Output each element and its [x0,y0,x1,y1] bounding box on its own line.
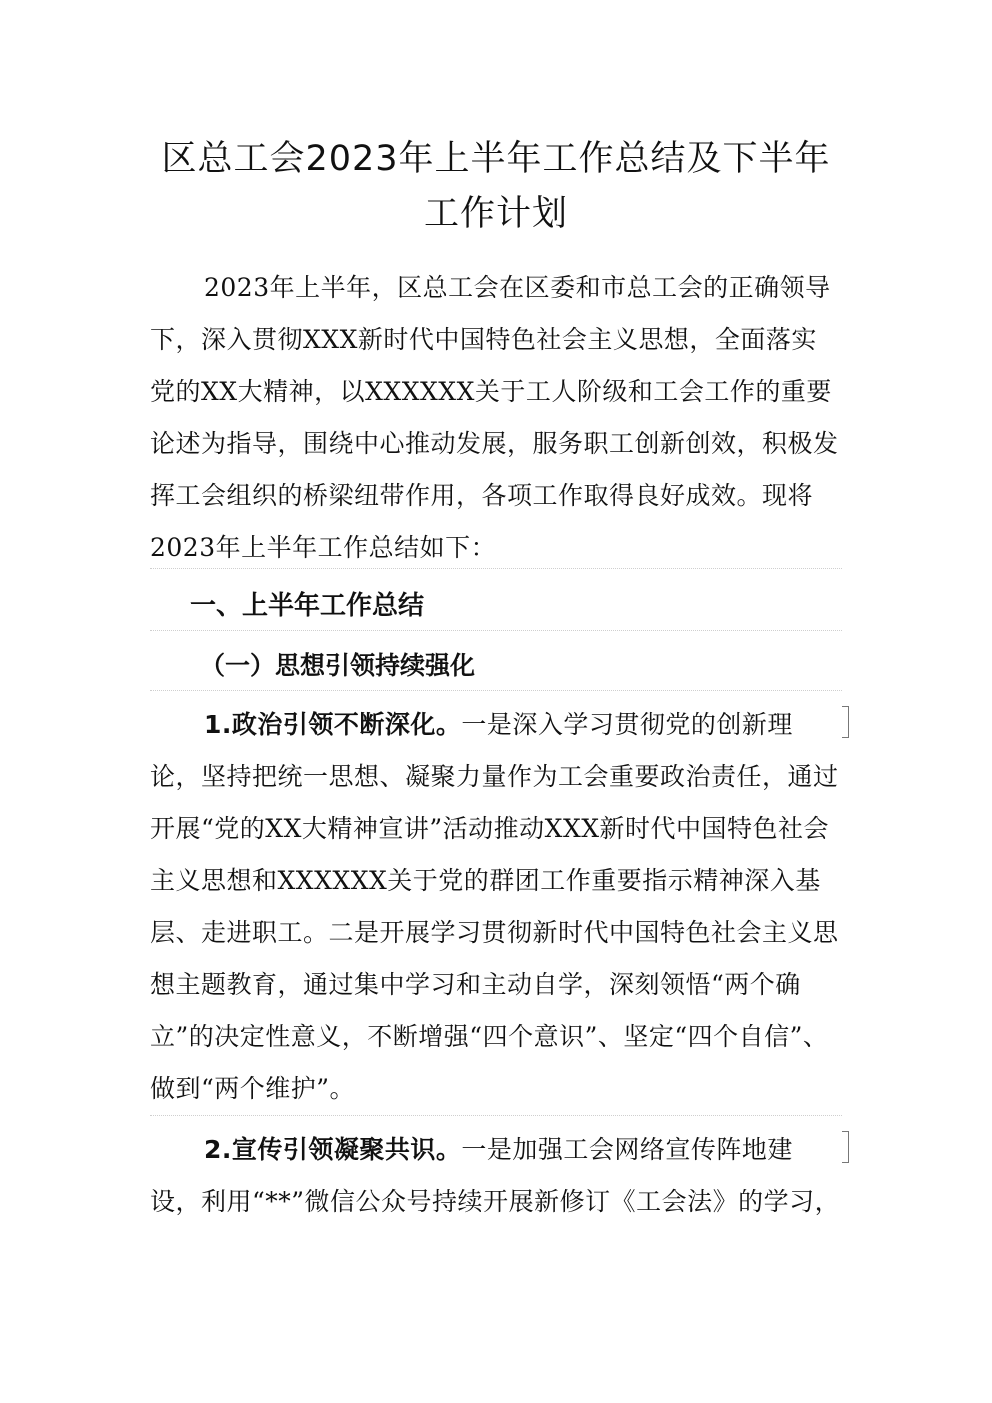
margin-bracket-mark [842,1131,849,1163]
section-heading: 一、上半年工作总结 [190,591,425,621]
item-1-body: 一是深入学习贯彻党的创新理论，坚持把统一思想、凝聚力量作为工会重要政治责任，通过开展“党的XX大精神宣讲”活动推动XXX新时代中国特色社会主义思想和XXXXXX关于党的群团工作重要指示精神深入基层、走进职工。二是开展学习贯彻新时代中国特色社会主义思想主题教育，通过集中学习和主动自学，深刻领悟“两个确立”的决定性意义，不断增强“四个意识”、坚定“四个自信”、做到“两个维护”。 [150,710,839,1103]
intro-paragraph: 2023年上半年，区总工会在区委和市总工会的正确领导下，深入贯彻XXX新时代中国特色社会主义思想，全面落实党的XX大精神，以XXXXXX关于工人阶级和工会工作的重要论述为指导，围绕中心推动发展，服务职工创新创效，积极发挥工会组织的桥梁纽带作用，各项工作取得良好成效。现将2023年上半年工作总结如下： [150,273,839,562]
item-2-lead: 2.宣传引领凝聚共识。 [204,1135,462,1164]
paragraph-divider [150,568,842,569]
item-2-paragraph [150,1124,842,1228]
margin-bracket-mark [842,706,849,738]
paragraph-divider [150,690,842,691]
item-1-lead: 1.政治引领不断深化。 [204,710,462,739]
document-title: 区总工会2023年上半年工作总结及下半年工作计划 [161,139,831,234]
paragraph-divider [150,1115,842,1116]
subsection-heading: （一）思想引领持续强化 [200,651,476,680]
item-2-body: 一是加强工会网络宣传阵地建设，利用“**”微信公众号持续开展新修订《工会法》的学习， [150,1135,841,1216]
paragraph-divider [150,630,842,631]
item-1-paragraph [150,699,842,1115]
